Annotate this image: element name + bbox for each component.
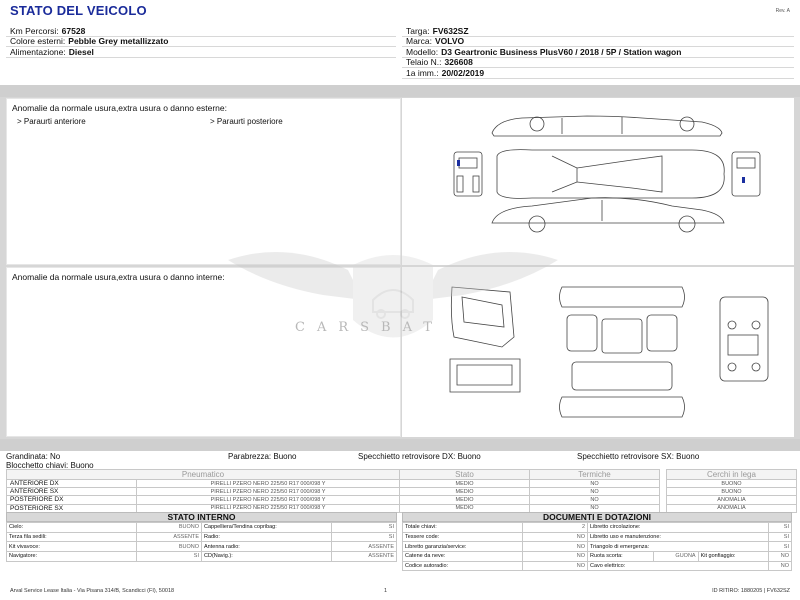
cell-label: Cavo elettrico:: [588, 561, 769, 571]
cell-label: Catene da neve:: [403, 552, 523, 562]
table-row: [7, 496, 797, 504]
info-label: Alimentazione:: [10, 46, 66, 57]
stato-interno-title: STATO INTERNO: [6, 512, 397, 522]
interior-car-diagram: [402, 267, 794, 437]
tyre-cerchi: ANOMALIA: [667, 496, 797, 504]
cell-label: Cielo:: [7, 523, 137, 533]
documenti-table: [402, 522, 792, 571]
tyre-stato: MEDIO: [400, 504, 530, 512]
cell-value: SI: [768, 532, 791, 542]
grandinata-status: Grandinata: No: [6, 452, 61, 461]
cell-value: BUONO: [137, 523, 202, 533]
cell-label: Radio:: [202, 532, 332, 542]
tyres-header-cerchi: Cerchi in lega: [667, 470, 797, 480]
tyre-position: ANTERIORE SX: [7, 488, 137, 496]
table-row: [403, 523, 792, 533]
tyre-stato: MEDIO: [400, 488, 530, 496]
cell-value: NO: [768, 552, 791, 562]
exterior-damage-panel: [6, 98, 401, 265]
info-value: VOLVO: [434, 36, 465, 46]
info-row-immatricolazione: [402, 68, 794, 79]
table-row: [403, 552, 792, 562]
info-row-telaio: [402, 58, 794, 69]
tyres-header-stato: Stato: [400, 470, 530, 480]
info-value: 20/02/2019: [441, 67, 485, 78]
table-row: [7, 480, 797, 488]
info-row-km: [6, 26, 396, 37]
parabrezza-status: Parabrezza: Buono: [228, 452, 297, 461]
info-value: 67528: [61, 25, 86, 36]
tyre-cerchi: ANOMALIA: [667, 504, 797, 512]
table-row: [7, 488, 797, 496]
car-exterior-illustration: [402, 98, 794, 265]
tyre-position: POSTERIORE SX: [7, 504, 137, 512]
exterior-car-diagram: [402, 98, 794, 265]
cell-value: 2: [523, 523, 588, 533]
cell-value: SI: [332, 532, 397, 542]
info-label: Marca:: [406, 36, 432, 46]
specchietto-dx-status: Specchietto retrovisore DX: Buono: [358, 452, 481, 461]
cell-value: ASSENTE: [332, 542, 397, 552]
cell-value: BUONO: [137, 542, 202, 552]
cell-value: NO: [523, 532, 588, 542]
interior-damage-panel: [6, 267, 401, 437]
cell-value: NO: [768, 561, 791, 571]
info-row-targa: [402, 26, 794, 37]
tyre-termiche: NO: [530, 488, 660, 496]
info-label: Modello:: [406, 46, 439, 57]
tyre-cerchi: BUONO: [667, 488, 797, 496]
info-value: 326608: [444, 57, 473, 67]
info-label: Colore esterni:: [10, 36, 66, 46]
cell-value: SI: [768, 542, 791, 552]
exterior-damage-list: [7, 113, 400, 126]
exterior-damage-title: Anomalie da normale usura,extra usura o danno esterne:: [12, 103, 227, 113]
damage-item: > Paraurti posteriore: [210, 117, 283, 126]
table-row: [7, 523, 397, 533]
tyre-position: POSTERIORE DX: [7, 496, 137, 504]
cell-value: NO: [523, 561, 588, 571]
info-row-colore: [6, 37, 396, 48]
tyres-table: [6, 469, 797, 513]
vehicle-info-right: [402, 26, 794, 79]
info-label: 1a imm.:: [406, 67, 439, 78]
cell-value: SI: [332, 523, 397, 533]
info-row-alimentazione: [6, 47, 396, 58]
vehicle-info-left: [6, 26, 396, 58]
info-label: Km Percorsi:: [10, 25, 59, 36]
cell-label: Kit vivavoce:: [7, 542, 137, 552]
watermark-text: CARSBAT: [295, 320, 444, 335]
cell-label: Libretto circolazione:: [588, 523, 769, 533]
info-label: Telaio N.:: [406, 57, 442, 67]
info-value: D3 Geartronic Business PlusV60 / 2018 / 5P / Station wagon: [441, 46, 682, 57]
tyre-model: PIRELLI PZERO NERO 225/50 R17 000/098 Y: [137, 496, 400, 504]
page-title: STATO DEL VEICOLO: [10, 3, 147, 18]
cell-label: Cappelliera/Tendina copribag:: [202, 523, 332, 533]
section-divider: [0, 439, 800, 451]
damage-item: > Paraurti anteriore: [17, 117, 86, 126]
cell-label: Libretto garanzia/service:: [403, 542, 523, 552]
car-interior-illustration: [402, 267, 794, 437]
interior-damage-title: Anomalie da normale usura,extra usura o danno interne:: [12, 272, 225, 282]
footer-id: ID RITIRO: 1880205 | FV632SZ: [712, 588, 790, 594]
cell-label: CD(Navig.):: [202, 552, 332, 562]
cell-label: Kit gonfiaggio:: [698, 552, 768, 562]
table-row: [403, 532, 792, 542]
cell-label: Triangolo di emergenza:: [588, 542, 769, 552]
info-value: FV632SZ: [432, 25, 469, 36]
table-row: [403, 542, 792, 552]
tyre-termiche: NO: [530, 480, 660, 488]
cell-label: Antenna radio:: [202, 542, 332, 552]
tyre-stato: MEDIO: [400, 496, 530, 504]
tyres-header-pneumatico: Pneumatico: [7, 470, 400, 480]
tyre-model: PIRELLI PZERO NERO 225/50 R17 000/098 Y: [137, 504, 400, 512]
cell-label: Navigatore:: [7, 552, 137, 562]
section-divider: [0, 85, 800, 97]
table-row: [7, 542, 397, 552]
tyre-model: PIRELLI PZERO NERO 225/50 R17 000/098 Y: [137, 480, 400, 488]
info-label: Targa:: [406, 25, 430, 36]
stato-interno-table: [6, 522, 397, 562]
cell-label: Totale chiavi:: [403, 523, 523, 533]
tyre-termiche: NO: [530, 496, 660, 504]
documenti-title: DOCUMENTI E DOTAZIONI: [402, 512, 792, 522]
info-row-marca: [402, 37, 794, 48]
cell-label: Ruota scorta:: [588, 552, 654, 562]
tyres-header-termiche: Termiche: [530, 470, 660, 480]
info-value: Pebble Grey metallizzato: [68, 36, 169, 46]
cell-value: SI: [137, 552, 202, 562]
cell-label: Libretto uso e manutenzione:: [588, 532, 769, 542]
tyre-cerchi: BUONO: [667, 480, 797, 488]
info-row-modello: [402, 47, 794, 58]
info-value: Diesel: [68, 46, 94, 57]
conditions-block: [6, 452, 796, 470]
blocchetto-status: Blocchetto chiavi: Buono: [6, 461, 94, 470]
cell-value: NO: [523, 542, 588, 552]
table-row: [403, 561, 792, 571]
cell-label: Terza fila sedili:: [7, 532, 137, 542]
tyre-stato: MEDIO: [400, 480, 530, 488]
cell-value: ASSENTE: [332, 552, 397, 562]
footer-page-number: 1: [384, 588, 388, 594]
specchietto-sx-status: Specchietto retrovisore SX: Buono: [577, 452, 700, 461]
cell-value: SI: [768, 523, 791, 533]
table-row: [7, 552, 397, 562]
revision-label: Rev. A: [775, 8, 790, 14]
tyre-position: ANTERIORE DX: [7, 480, 137, 488]
cell-label: Tessere code:: [403, 532, 523, 542]
cell-value: ASSENTE: [137, 532, 202, 542]
table-row: [7, 532, 397, 542]
cell-label: Codice autoradio:: [403, 561, 523, 571]
footer-address: Arval Service Lease Italia - Via Pisana 314/B, Scandicci (FI), 50018: [10, 588, 175, 594]
tyre-model: PIRELLI PZERO NERO 225/50 R17 000/098 Y: [137, 488, 400, 496]
cell-value: NO: [523, 552, 588, 562]
tyre-termiche: NO: [530, 504, 660, 512]
cell-value: GUONA: [654, 552, 698, 562]
